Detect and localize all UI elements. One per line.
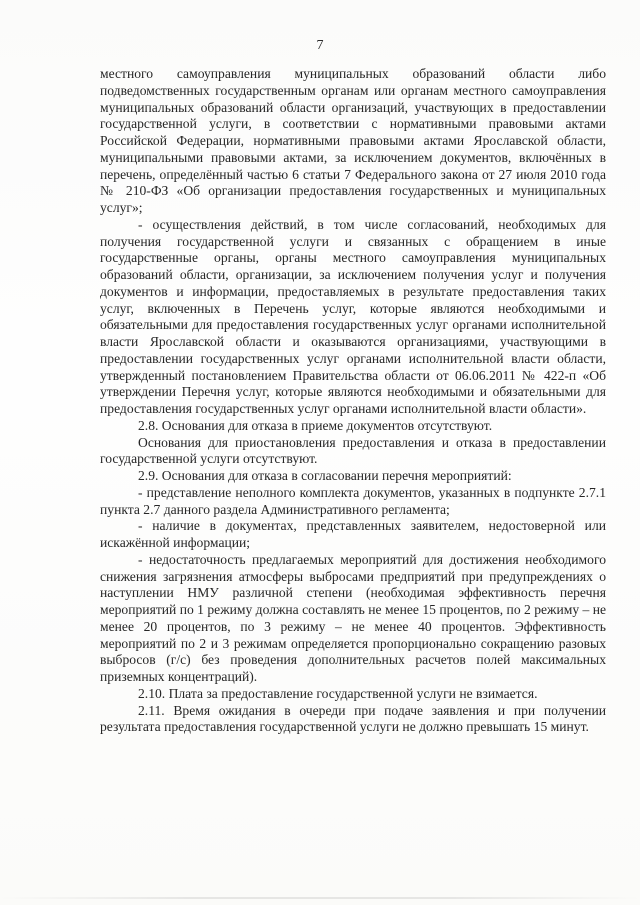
paragraph-actions: - осуществления действий, в том числе согласований, необходимых для получения государственной услуги и связанных с обращением в иные государственные органы, органы местного самоуправления муниципальных образований области, организации, за исключением получения услуг и получения документов и информации, предоставляемых в результате предоставления таких услуг, включенных в Перечень услуг, которые являются необходимыми и обязательными для предоставления государственных услуг органами исполнительной власти Ярославской области и оказываются организациями, участвующими в предоставлении государственных услуг органами исполнительной власти области, утвержденный постановлением Правительства области от 06.06.2011 № 422-п «Об утверждении Перечня услуг, которые являются необходимыми и обязательными для предоставления государственных услуг органами исполнительной власти области». [100, 216, 606, 416]
paragraph-insufficient-measures: - недостаточность предлагаемых мероприятий для достижения необходимого снижения загрязнения атмосферы выбросами предприятий при предупреждениях о наступлении НМУ различной степени (необходимая эффективность перечня мероприятий по 1 режиму должна составлять не менее 15 процентов, по 2 режиму – не менее 20 процентов, по 3 режиму – не менее 40 процентов. Эффективность мероприятий по 2 и 3 режимам определяется пропорционально сокращению разовых выбросов (г/с) без проведения дополнительных расчетов полей максимальных приземных концентраций). [100, 551, 607, 684]
paragraph-2-8: 2.8. Основания для отказа в приеме документов отсутствуют. [138, 417, 493, 433]
scan-edge-line [0, 897, 640, 899]
paragraph-continuation: местного самоуправления муниципальных образований области либо подведомственных государственным органам или органам местного самоуправления муниципальных образований области организаций, участвующих в предоставлении государственной услуги, в соответствии с нормативными правовыми актами Российской Федерации, нормативными правовыми актами Ярославской области, муниципальными правовыми актами, за исключением документов, включённых в перечень, определённый частью 6 статьи 7 Федерального закона от 27 июля 2010 года № 210-ФЗ «Об организации предоставления государственных и муниципальных услуг»; [100, 66, 606, 215]
paragraph-suspension-grounds: Основания для приостановления предоставления и отказа в предоставлении государственной услуги отсутствуют. [100, 434, 606, 467]
paragraph-incomplete-documents: - представление неполного комплекта документов, указанных в подпункте 2.7.1 пункта 2.7 данного раздела Административного регламента; [100, 484, 606, 517]
paragraph-2-10: 2.10. Плата за предоставление государственной услуги не взимается. [138, 685, 538, 701]
document-body [100, 66, 606, 736]
paragraph-false-information: - наличие в документах, представленных заявителем, недостоверной или искажённой информации; [100, 518, 606, 550]
page-number: 7 [316, 38, 324, 53]
paragraph-2-9: 2.9. Основания для отказа в согласовании перечня мероприятий: [138, 468, 512, 483]
paragraph-2-11: 2.11. Время ожидания в очереди при подаче заявления и при получении результата предоставления государственной услуги не должно превышать 15 минут. [100, 702, 606, 735]
